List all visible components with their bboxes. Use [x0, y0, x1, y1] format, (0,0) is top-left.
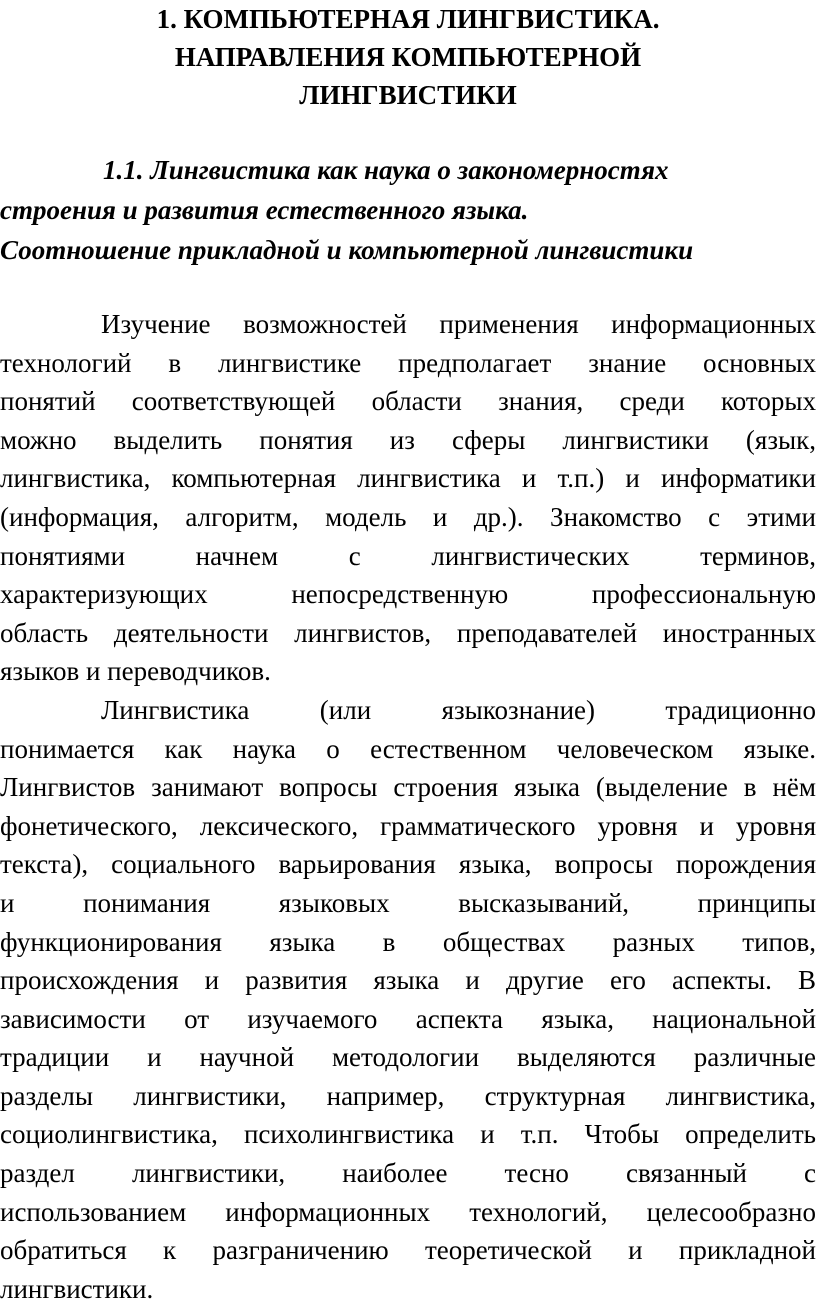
paragraph-line: (информация, алгоритм, модель и др.). Знакомство с этими: [0, 501, 816, 532]
body-text: [0, 305, 816, 1308]
paragraph-line: языков и переводчиков.: [0, 656, 271, 687]
paragraph-line: разделы лингвистики, например, структурная лингвистика,: [0, 1080, 816, 1111]
paragraph-line: область деятельности лингвистов, преподавателей иностранных: [0, 617, 816, 648]
paragraph-line: характеризующих непосредственную профессиональную: [0, 579, 816, 610]
paragraph-line: раздел лингвистики, наиболее тесно связанный с: [0, 1158, 816, 1189]
paragraph-line: Изучение возможностей применения информационных: [101, 309, 816, 339]
paragraph-line: обратиться к разграничению теоретической и прикладной: [0, 1235, 816, 1266]
paragraph-line: зависимости от изучаемого аспекта языка, национальной: [0, 1003, 816, 1034]
paragraph-line: и понимания языковых высказываний, принципы: [0, 887, 816, 918]
chapter-title-line-2: НАПРАВЛЕНИЯ КОМПЬЮТЕРНОЙ: [174, 42, 642, 72]
paragraph-line: функционирования языка в обществах разных типов,: [0, 926, 816, 957]
paragraph-1: [0, 305, 816, 691]
paragraph-line: понимается как наука о естественном человеческом языке.: [0, 733, 816, 764]
chapter-title: [0, 0, 816, 114]
section-title-line-1: 1.1. Лингвистика как наука о закономерностях: [103, 155, 669, 185]
paragraph-line: использованием информационных технологий, целесообразно: [0, 1196, 816, 1227]
paragraph-line: социолингвистика, психолингвистика и т.п. Чтобы определить: [0, 1119, 816, 1150]
paragraph-line: лингвистики.: [0, 1273, 154, 1304]
paragraph-line: понятиями начнем с лингвистических терминов,: [0, 540, 816, 571]
paragraph-line: можно выделить понятия из сферы лингвистики (язык,: [0, 424, 816, 455]
paragraph-line: Лингвистика (или языкознание) традиционно: [101, 694, 816, 725]
paragraph-line: понятий соответствующей области знания, среди которых: [0, 386, 816, 417]
paragraph-2: [0, 691, 816, 1308]
paragraph-line: текста), социального варьирования языка, вопросы порождения: [0, 849, 816, 880]
paragraph-line: происхождения и развития языка и другие его аспекты. В: [0, 965, 816, 996]
chapter-title-line-3: ЛИНГВИСТИКИ: [299, 80, 517, 110]
paragraph-line: лингвистика, компьютерная лингвистика и т.п.) и информатики: [0, 463, 816, 494]
section-title-line-2: строения и развития естественного языка.: [0, 195, 529, 225]
paragraph-line: традиции и научной методологии выделяются различные: [0, 1042, 816, 1073]
paragraph-line: Лингвистов занимают вопросы строения языка (выделение в нём: [0, 772, 816, 803]
paragraph-line: технологий в лингвистике предполагает знание основных: [0, 347, 816, 378]
section-title: [0, 150, 816, 270]
chapter-title-line-1: 1. КОМПЬЮТЕРНАЯ ЛИНГВИСТИКА.: [156, 4, 660, 34]
section-title-line-3: Соотношение прикладной и компьютерной лингвистики: [0, 235, 694, 265]
paragraph-line: фонетического, лексического, грамматического уровня и уровня: [0, 810, 816, 841]
